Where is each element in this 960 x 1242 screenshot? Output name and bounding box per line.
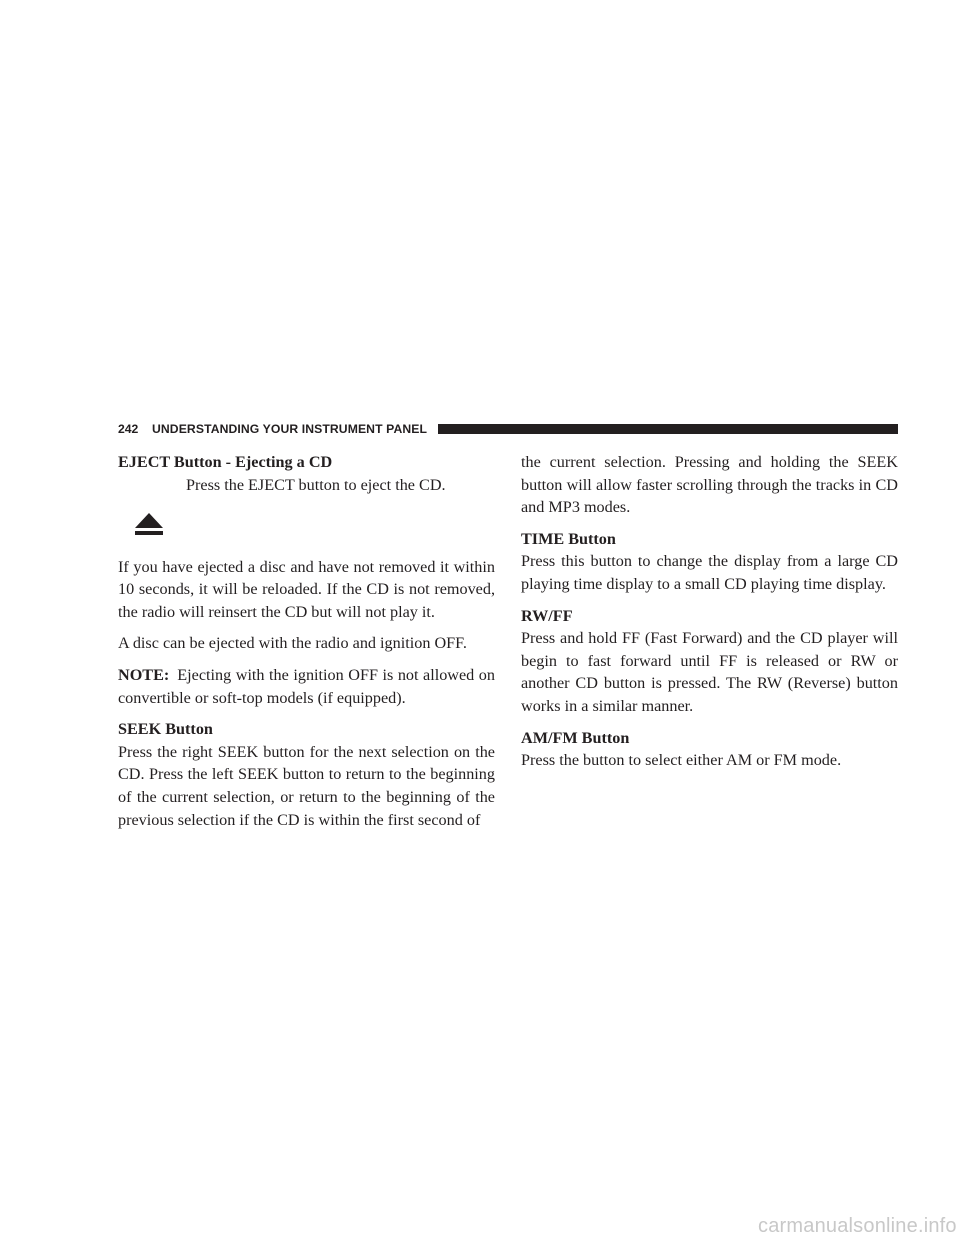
rwff-heading: RW/FF [521, 606, 573, 625]
eject-instruction [118, 474, 495, 536]
page-number: 242 [118, 422, 139, 436]
amfm-heading: AM/FM Button [521, 728, 630, 747]
section-title: UNDERSTANDING YOUR INSTRUMENT PANEL [152, 422, 428, 436]
eject-heading: EJECT Button - Ejecting a CD [118, 453, 333, 471]
rwff-text: Press and hold FF (Fast Forward) and the CD player will begin to fast forward until FF is released or RW or another CD button is pressed. The RW (Reverse) button works in a similar manner. [521, 629, 898, 715]
time-heading: TIME Button [521, 529, 616, 548]
left-column [118, 451, 495, 831]
seek-text: Press the right SEEK button for the next selection on the CD. Press the left SEEK button to return to the beginning of the current selection, or return to the beginning of the previous selection if the CD is within the first second of [118, 742, 495, 829]
eject-off-paragraph: A disc can be ejected with the radio and ignition OFF. [118, 634, 467, 653]
note-label: NOTE: [118, 665, 170, 684]
time-text: Press this button to change the display from a large CD playing time display to a small CD playing time display. [521, 552, 898, 593]
seek-heading: SEEK Button [118, 720, 213, 739]
note-text: Ejecting with the ignition OFF is not allowed on convertible or soft-top models (if equipped). [118, 665, 495, 707]
amfm-text: Press the button to select either AM or FM mode. [521, 751, 842, 770]
header-rule [438, 424, 898, 434]
page-header [118, 420, 898, 438]
right-column [521, 451, 898, 772]
seek-continued-text: the current selection. Pressing and holding the SEEK button will allow faster scrolling through the tracks in CD and MP3 modes. [521, 453, 898, 517]
reload-paragraph: If you have ejected a disc and have not removed it within 10 seconds, it will be reloaded. If the CD is not removed, the radio will reinsert the CD but will not play it. [118, 557, 495, 621]
watermark: carmanualsonline.info [758, 1215, 957, 1237]
eject-icon [134, 512, 164, 536]
note-paragraph [118, 664, 495, 709]
eject-text: Press the EJECT button to eject the CD. [186, 475, 446, 494]
